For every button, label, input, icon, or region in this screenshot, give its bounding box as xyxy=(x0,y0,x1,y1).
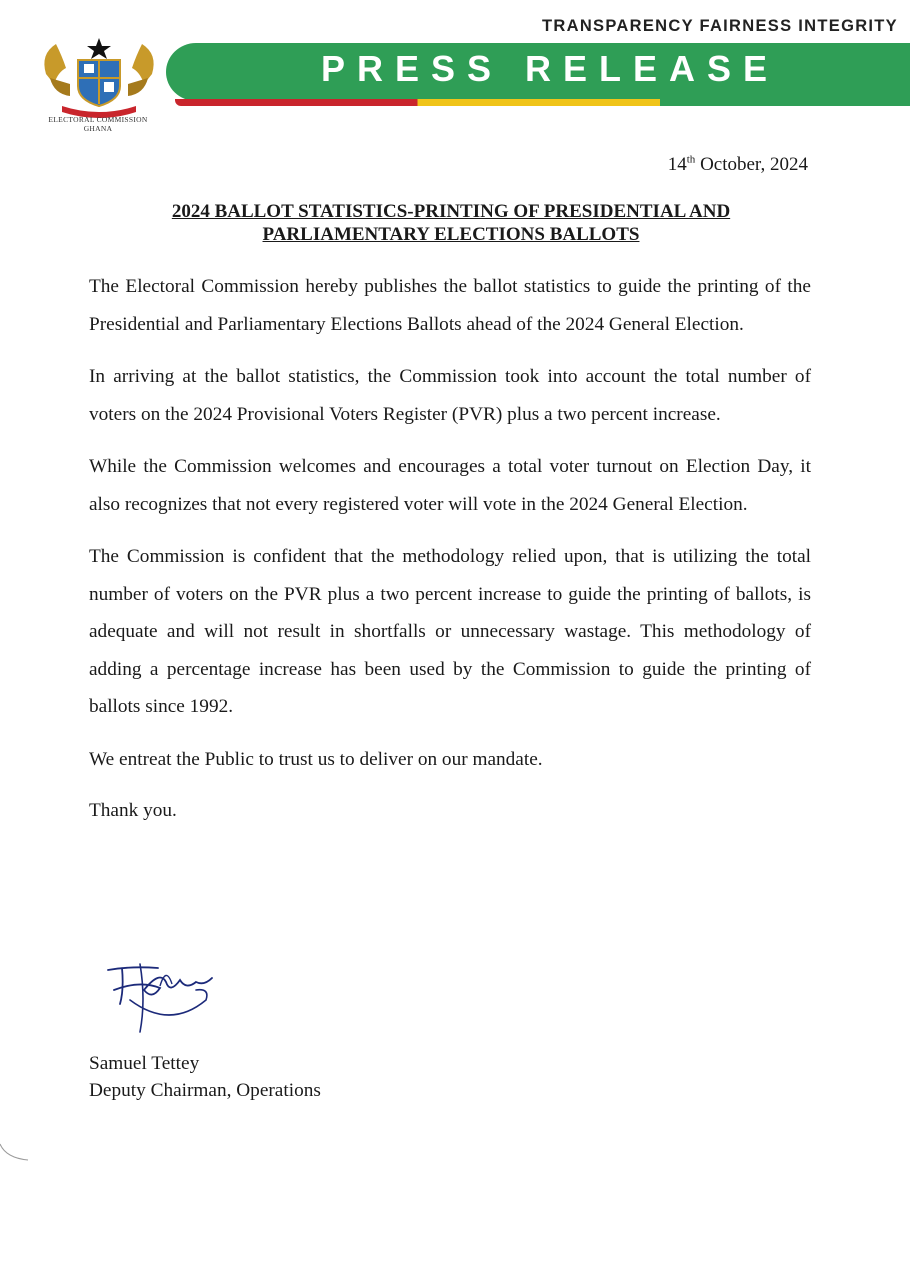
paragraph-5: We entreat the Public to trust us to deliver on our mandate. xyxy=(89,748,543,770)
banner-title: PRESS RELEASE xyxy=(320,48,780,89)
signer-name: Samuel Tettey xyxy=(89,1053,200,1074)
date-rest: October, 2024 xyxy=(695,154,808,175)
signature xyxy=(100,960,230,1040)
release-heading xyxy=(90,200,812,246)
press-release-banner xyxy=(166,43,910,101)
paragraph-1: The Electoral Commission hereby publishes the ballot statistics to guide the printing of the Presidential and Parliamentary Elections Ballots ahead of the 2024 General Election. xyxy=(89,276,811,335)
heading-line1: 2024 BALLOT STATISTICS-PRINTING OF PRESIDENTIAL AND xyxy=(171,201,731,222)
heading-line2: PARLIAMENTARY ELECTIONS BALLOTS xyxy=(262,224,640,245)
logo-caption xyxy=(30,115,166,133)
date-day: 14 xyxy=(667,154,687,175)
signer-title: Deputy Chairman, Operations xyxy=(89,1080,321,1101)
date-suffix: th xyxy=(686,153,696,166)
paragraph-2: In arriving at the ballot statistics, the Commission took into account the total number of voters on the 2024 Provisional Voters Register (PVR) plus a two percent increase. xyxy=(89,366,811,425)
logo-caption-line2: GHANA xyxy=(83,124,113,133)
coat-of-arms-logo xyxy=(36,34,162,118)
paragraph-4: The Commission is confident that the methodology relied upon, that is utilizing the total number of voters on the PVR plus a two percent increase to guide the printing of ballots, is adequate and will not result in shortfalls or unnecessary wastage. This methodology of adding a percentage increase has been used by the Commission to guide the printing of ballots since 1992. xyxy=(89,546,811,717)
page-curl-mark xyxy=(0,1140,30,1164)
signer-block xyxy=(89,1050,321,1104)
release-date xyxy=(668,154,808,176)
closing-thanks: Thank you. xyxy=(89,800,177,821)
flag-stripe xyxy=(175,99,910,106)
paragraph-3: While the Commission welcomes and encourages a total voter turnout on Election Day, it also recognizes that not every registered voter will vote in the 2024 General Election. xyxy=(89,456,811,515)
release-body xyxy=(89,268,811,844)
tagline: TRANSPARENCY FAIRNESS INTEGRITY xyxy=(542,17,898,35)
logo-caption-line1: ELECTORAL COMMISSION xyxy=(48,115,148,124)
